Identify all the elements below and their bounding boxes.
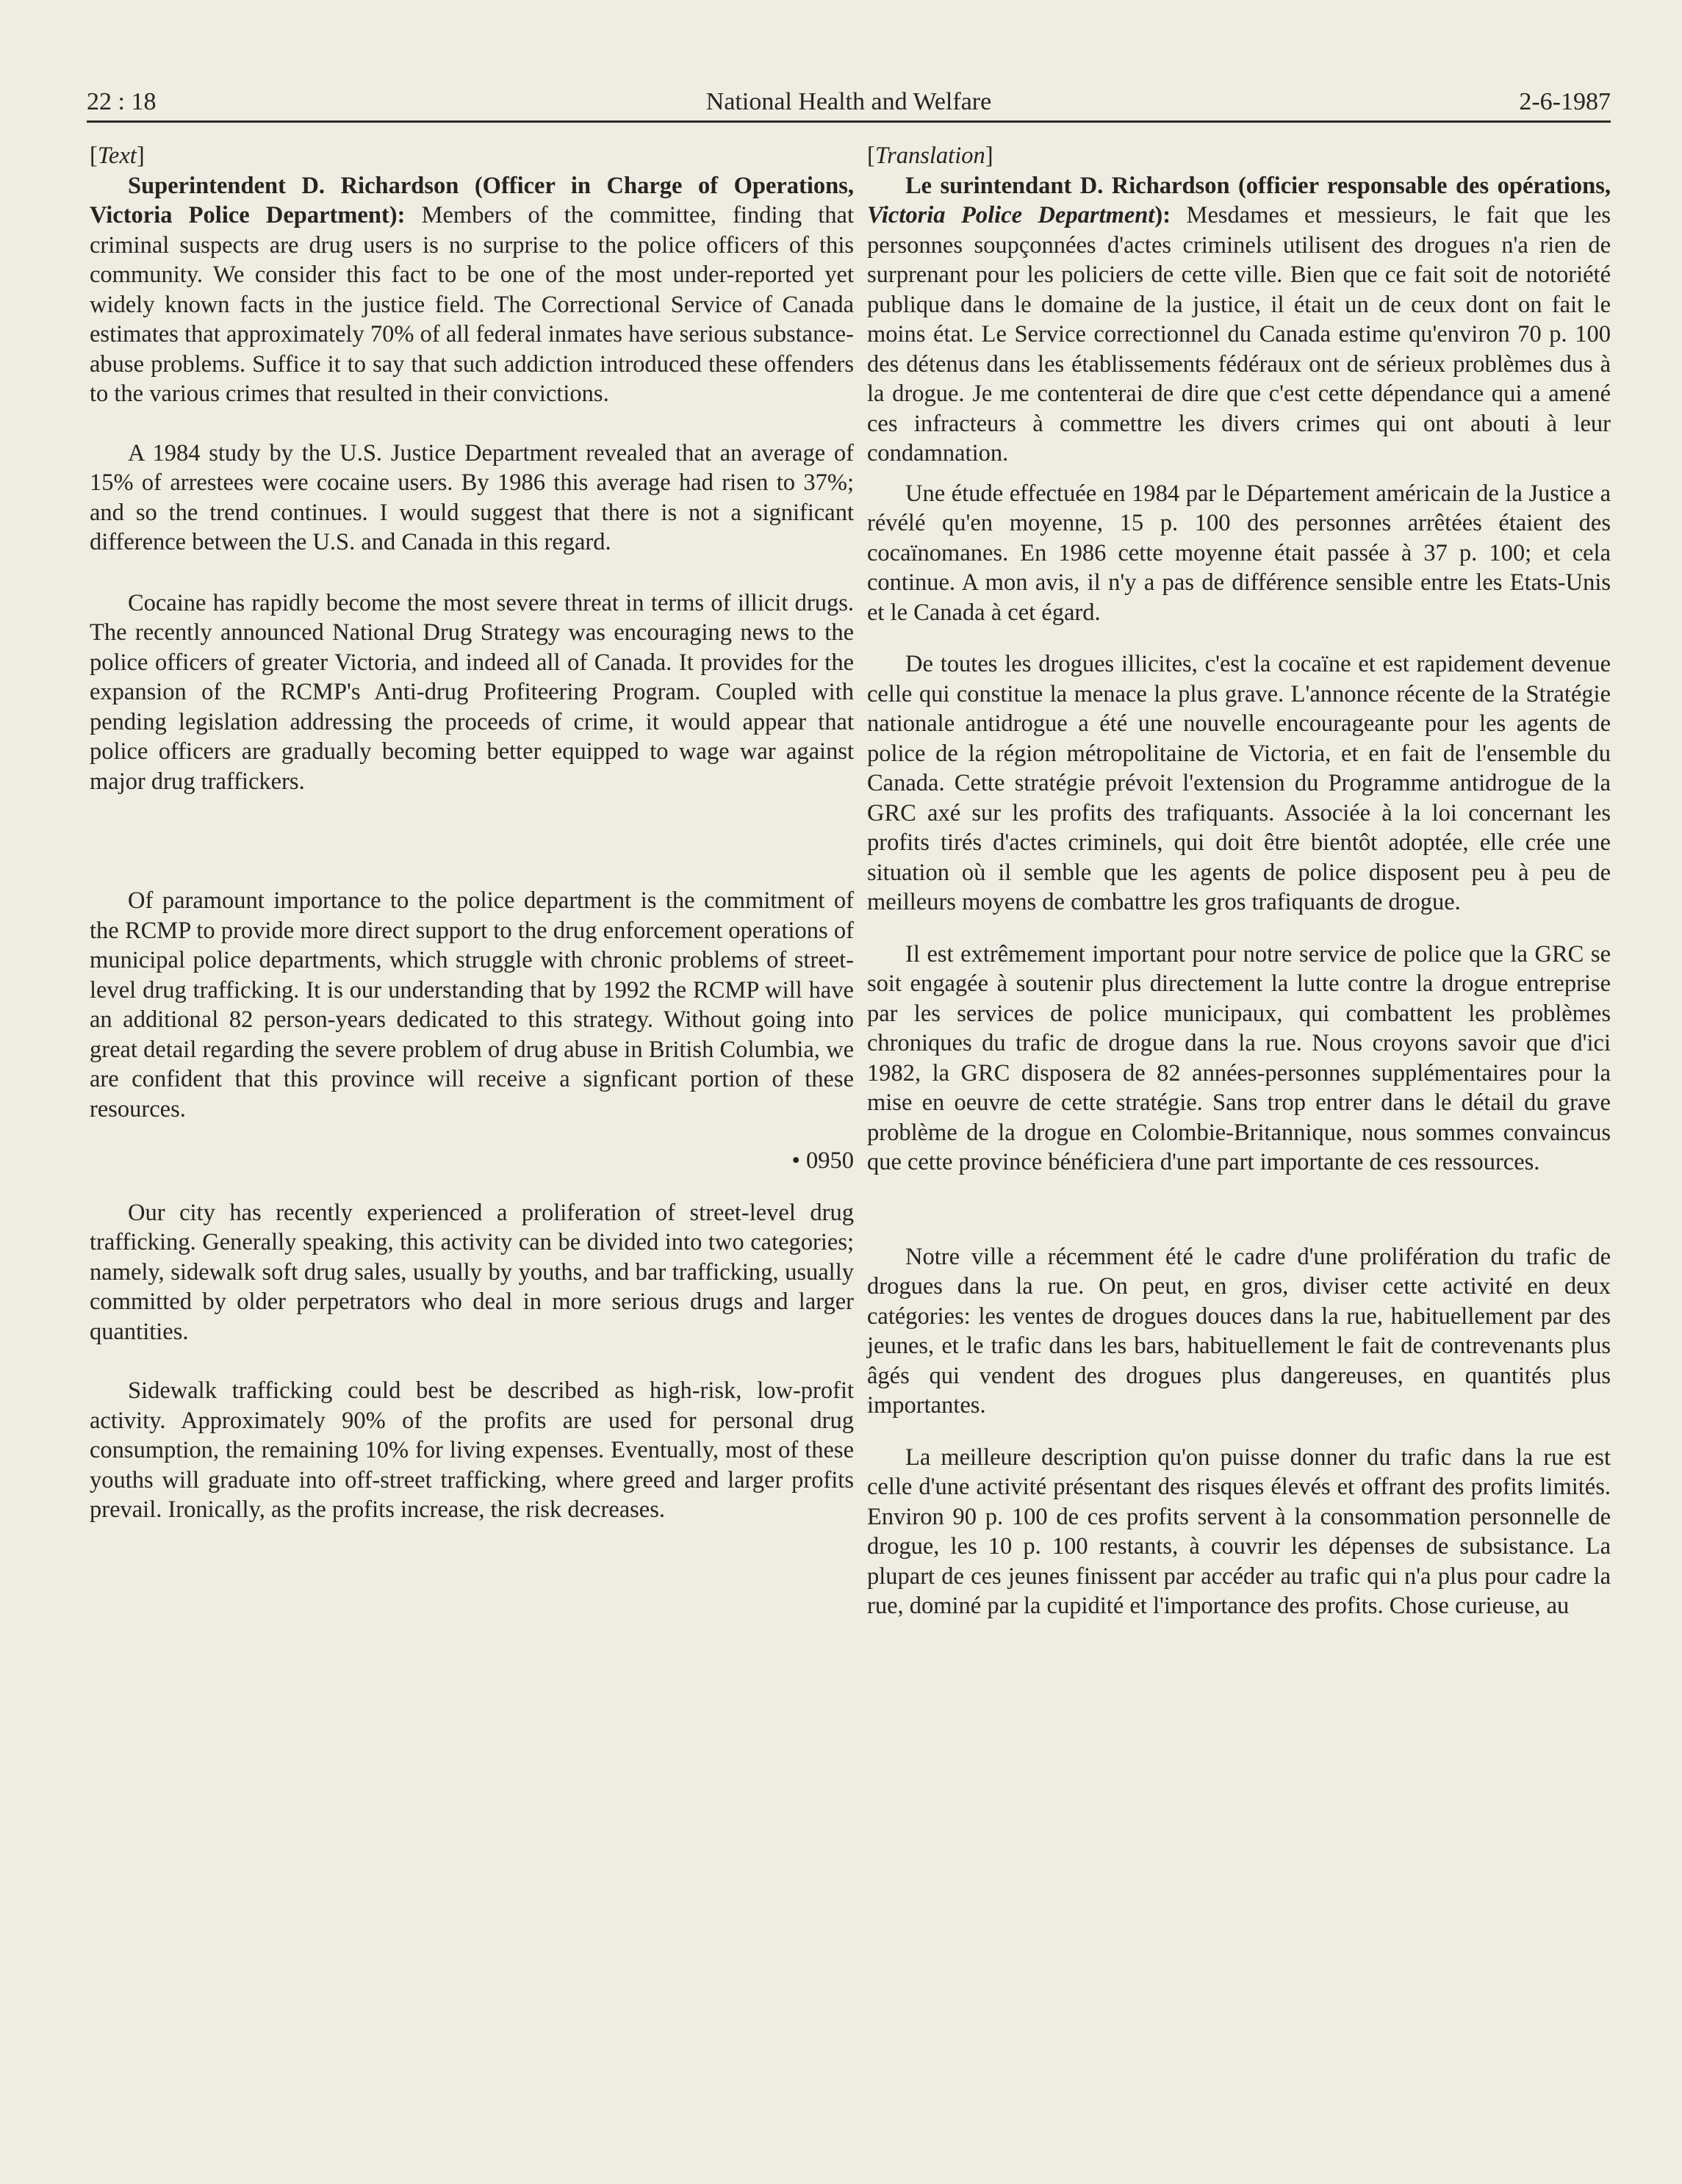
header-date: 2-6-1987 — [1519, 88, 1611, 115]
speaker-name-fr: Le surintendant D. Richardson (officier responsable des opérations, Victoria Police Department): — [867, 172, 1611, 228]
en-paragraph-5: Our city has recently experienced a proliferation of street-level drug trafficking. Generally speaking, this activity can be divided into two categories; namely, sidewalk soft drug sales, usually by youths, and bar trafficking, usually committed by older perpetrators who deal in more serious drugs and larger quantities. — [90, 1199, 854, 1345]
english-column — [90, 141, 854, 1525]
fr-paragraph-4: Il est extrêmement important pour notre service de police que la GRC se soit engagée à soutenir plus directement la lutte contre la drogue entreprise par les services de police municipaux, qui combattent les problèmes chroniques du trafic de drogue dans la rue. Nous croyons savoir que d'ici 1982, la GRC disposera de 82 années-personnes supplémentaires pour la mise en oeuvre de cette stratégie. Sans trop entrer dans le détail du grave problème de la drogue en Colombie-Britannique, nous sommes convaincus que cette province bénéficiera d'une part importante de ces ressources. — [867, 940, 1611, 1175]
french-column — [867, 141, 1611, 1621]
committee-title: National Health and Welfare — [705, 88, 992, 115]
fr-paragraph-5: Notre ville a récemment été le cadre d'une prolifération du trafic de drogues dans la rue. On peut, en gros, diviser cette activité en deux catégories: les ventes de drogues douces dans la rue, habituellement par des jeunes, et le trafic dans les bars, habituellement le fait de contrevenants plus âgés qui vendent des drogues plus dangereuses, en quantités plus importantes. — [867, 1243, 1611, 1419]
en-paragraph-6: Sidewalk trafficking could best be described as high-risk, low-profit activity. Approximately 90% of the profits are used for personal drug consumption, the remaining 10% for living expenses. Eventually, most of these youths will graduate into off-street trafficking, where greed and larger profits prevail. Ironically, as the profits increase, the risk decreases. — [90, 1377, 854, 1523]
en-paragraph-2: A 1984 study by the U.S. Justice Department revealed that an average of 15% of arrestees were cocaine users. By 1986 this average had risen to 37%; and so the trend continues. I would suggest that there is not a significant difference between the U.S. and Canada in this regard. — [90, 439, 854, 555]
en-paragraph-4: Of paramount importance to the police department is the commitment of the RCMP to provide more direct support to the drug enforcement operations of municipal police departments, which struggle with chronic problems of street-level drug trafficking. It is our understanding that by 1992 the RCMP will have an additional 82 person-years dedicated to this strategy. Without going into great detail regarding the severe problem of drug abuse in British Columbia, we are confident that this province will receive a signficant portion of these resources. — [90, 887, 854, 1122]
fr-paragraph-3: De toutes les drogues illicites, c'est la cocaïne et est rapidement devenue celle qui constitue la menace la plus grave. L'annonce récente de la Stratégie nationale antidrogue a été une nouvelle encourageante pour les agents de police de la région métropolitaine de Victoria, et en fait de l'ensemble du Canada. Cette stratégie prévoit l'extension du Programme antidrogue de la GRC axé sur les profits des trafiquants. Associée à la loi concernant les profits tirés d'actes criminels, qui doit être bientôt adoptée, elle crée une situation où il semble que les agents de police disposent peu à peu de meilleurs moyens de combattre les gros trafiquants de drogue. — [867, 651, 1611, 915]
page-header — [87, 76, 1611, 123]
translation-tag: [Translation] — [867, 143, 993, 169]
text-tag: [Text] — [90, 143, 145, 169]
page-number: 22 : 18 — [87, 88, 157, 115]
fr-paragraph-1: Le surintendant D. Richardson (officier responsable des opérations, Victoria Police Department): Mesdames et messieurs, le fait que les personnes soupçonnées d'actes criminels utilisent des drogues n'a rien de surprenant pour les policiers de cette ville. Bien que ce fait soit de notoriété publique dans le domaine de la justice, il était un de ceux dont on fait le moins état. Le Service correctionnel du Canada estime qu'environ 70 p. 100 des détenus dans les établissements fédéraux ont de sérieux problèmes dus à la drogue. Je me contenterai de dire que c'est cette dépendance qui a amené ces infracteurs à commettre les divers crimes qui ont abouti à leur condamnation. — [867, 172, 1611, 466]
speaker-name: Superintendent D. Richardson (Officer in Charge of Operations, Victoria Police Department): — [90, 172, 854, 228]
fr-paragraph-6: La meilleure description qu'on puisse donner du trafic dans la rue est celle d'une activité présentant des risques élevés et offrant des profits limités. Environ 90 p. 100 de ces profits servent à la consommation personnelle de drogue, les 10 p. 100 restants, à couvrir les dépenses de subsistance. La plupart de ces jeunes finissent par accéder au trafic qui n'a plus pour cadre la rue, dominé par la cupidité et l'importance des profits. Chose curieuse, au — [867, 1444, 1611, 1619]
en-paragraph-1: Superintendent D. Richardson (Officer in Charge of Operations, Victoria Police Department): Members of the committee, finding that criminal suspects are drug users is no surprise to the police officers of this community. We consider this fact to be one of the most under-reported yet widely known facts in the justice field. The Correctional Service of Canada estimates that approximately 70% of all federal inmates have serious substance-abuse problems. Suffice it to say that such addiction introduced these offenders to the various crimes that resulted in their convictions. — [90, 172, 854, 407]
en-paragraph-3: Cocaine has rapidly become the most severe threat in terms of illicit drugs. The recently announced National Drug Strategy was encouraging news to the police officers of greater Victoria, and indeed all of Canada. It provides for the expansion of the RCMP's Anti-drug Profiteering Program. Coupled with pending legislation addressing the proceeds of crime, it would appear that police officers are gradually becoming better equipped to wage war against major drug traffickers. — [90, 589, 854, 795]
time-marker: • 0950 — [791, 1147, 854, 1174]
fr-paragraph-2: Une étude effectuée en 1984 par le Département américain de la Justice a révélé qu'en moyenne, 15 p. 100 des personnes arrêtées étaient des cocaïnomanes. En 1986 cette moyenne était passée à 37 p. 100; et cela continue. A mon avis, il n'y a pas de différence sensible entre les Etats-Unis et le Canada à cet égard. — [867, 480, 1611, 626]
